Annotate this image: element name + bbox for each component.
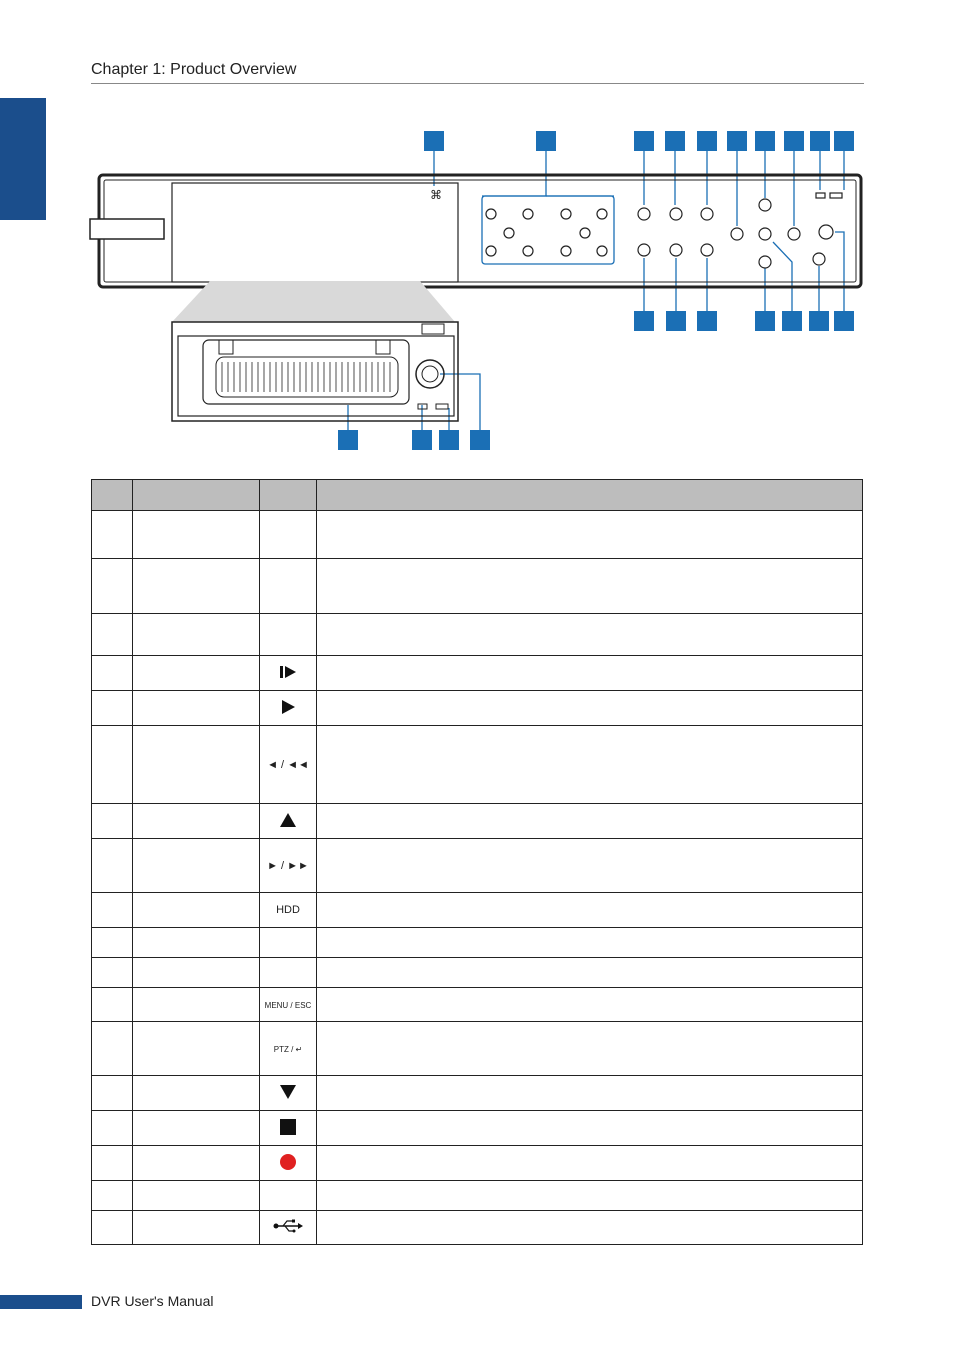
stop-icon [279,1118,297,1136]
chapter-title: Chapter 1: Product Overview [91,61,297,78]
callout-marker [755,311,775,331]
manual-title: DVR User's Manual [91,1293,214,1309]
table-row [92,614,863,656]
callout-marker [810,131,830,151]
play-icon [280,699,296,715]
table-row [92,893,863,928]
callout-marker [697,311,717,331]
table-row [92,1146,863,1181]
rewind-icon: ◄ / ◄◄ [267,758,309,771]
table-row [92,928,863,958]
header-rule [91,83,864,84]
table-row [92,988,863,1022]
usb-icon [273,1219,303,1233]
ptz-enter-text-icon: PTZ / ↵ [273,1044,303,1054]
callout-marker [412,430,432,450]
callout-marker [666,311,686,331]
table-row [92,691,863,726]
callout-marker [634,311,654,331]
record-icon [279,1153,297,1171]
menu-esc-text-icon: MENU / ESC [264,1000,312,1010]
callout-marker [439,430,459,450]
table-row [92,804,863,839]
front-panel-diagram [0,120,954,460]
down-arrow-icon [279,1084,297,1100]
callout-marker [536,131,556,151]
callout-marker [697,131,717,151]
callout-marker [470,430,490,450]
table-row [92,958,863,988]
fast-forward-icon: ► / ►► [267,859,309,872]
hdd-text-icon: HDD [276,904,300,916]
table-row [92,726,863,804]
callout-marker [834,311,854,331]
callout-marker [834,131,854,151]
callout-marker [665,131,685,151]
table-row [92,1181,863,1211]
step-play-icon [279,664,297,680]
drive-grip-ribs [222,362,390,392]
table-row [92,559,863,614]
callout-marker [338,430,358,450]
table-row [92,511,863,559]
table-row [92,1076,863,1111]
footer-bar [0,1295,82,1309]
callout-marker [809,311,829,331]
front-panel-table [91,479,863,1245]
table-row [92,1211,863,1245]
callout-marker [424,131,444,151]
table-row [92,839,863,893]
callout-marker [784,131,804,151]
up-arrow-icon [279,812,297,828]
table-row [92,656,863,691]
fan-icon: ⌘ [430,188,442,202]
callout-marker [727,131,747,151]
callout-marker [634,131,654,151]
table-header-row [92,480,863,511]
table-row [92,1022,863,1076]
callout-marker [755,131,775,151]
table-row [92,1111,863,1146]
callout-marker [782,311,802,331]
